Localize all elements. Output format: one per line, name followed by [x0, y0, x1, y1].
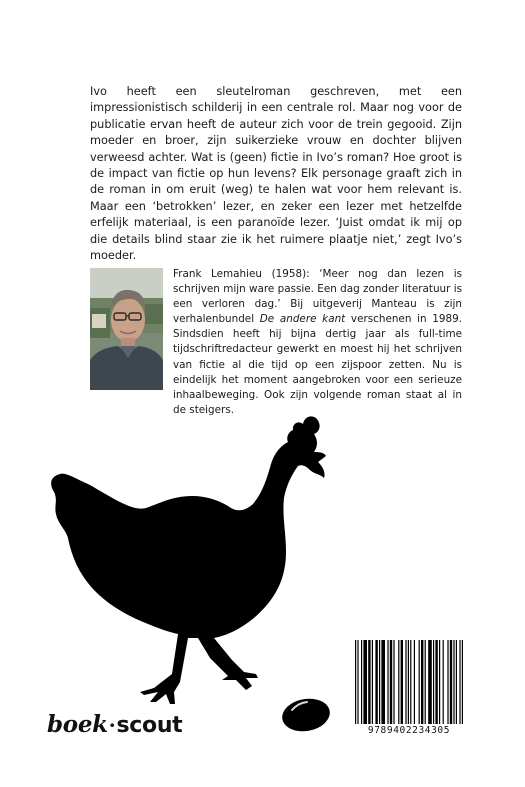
publisher-logo-part1: boek [47, 711, 108, 738]
egg-silhouette-icon [280, 694, 332, 734]
barcode-bars [352, 640, 466, 724]
publisher-logo-part2: scout [116, 713, 183, 738]
hen-silhouette-icon [48, 412, 334, 707]
publisher-logo-separator: · [108, 713, 116, 737]
isbn-number: 9789402234305 [367, 725, 451, 736]
back-cover-blurb: Ivo heeft een sleutelroman geschreven, met een impressionistisch schilderij in een centrale rol. Maar nog voor de publicatie ervan heeft de auteur zich voor de trein gegooid. Zijn moeder en broer, zijn suikerzieke vrouw en dochter blijven verweesd achter. Wat is (geen) fictie in Ivo’s roman? Hoe groot is de impact van fictie op hun levens? Elk personage graaft zich in de roman in om eruit (weg) te halen wat voor hem relevant is. Maar een ‘betrokken’ lezer, en zeker een lezer met hetzelfde erfelijk materiaal, is een paranoïde lezer. ‘Juist omdat ik mij op die details blind staar zie ik het ruimere plaatje niet,’ zegt Ivo’s moeder. [90, 85, 462, 263]
author-bio-text-1: Frank Lemahieu (1958): ‘Meer nog dan lezen is schrijven mijn ware passie. Een dag zonder literatuur is een verloren dag.’ Bij uitgeverij Manteau is zijn verhalenbundel [173, 268, 462, 326]
publisher-logo [47, 711, 182, 738]
author-photo [90, 268, 163, 390]
isbn-barcode [352, 640, 466, 739]
author-bio-book-title: De andere kant [259, 313, 346, 326]
author-bio [173, 267, 462, 418]
author-bio-text-2: verschenen in 1989. Sindsdien heeft hij bijna dertig jaar als full-time tijdschriftredacteur gewerkt en moest hij het schrijven van fictie al die tijd op een zijspoor zetten. Nu is eindelijk het moment aangebroken voor een serieuze inhaalbeweging. Ook zijn volgende roman staat al in de steigers. [173, 313, 463, 416]
